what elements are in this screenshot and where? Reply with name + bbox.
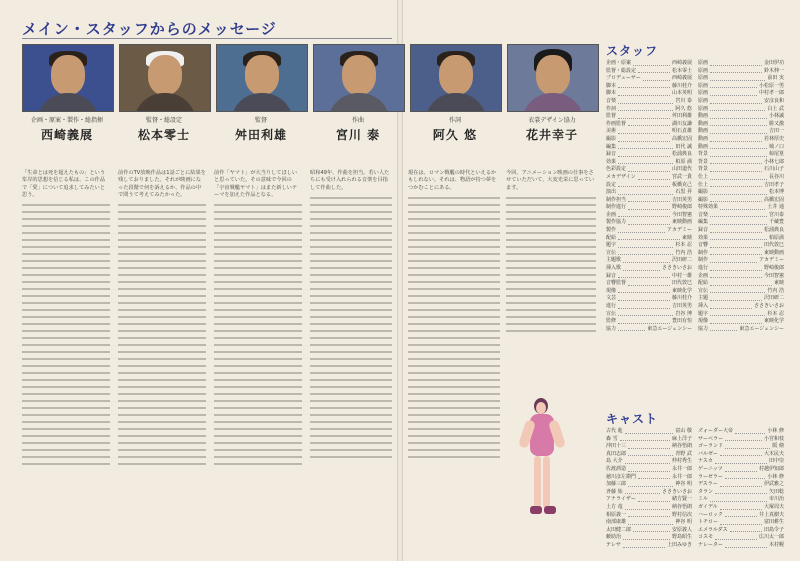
message-column-6	[506, 170, 596, 337]
staff-role: 監督・総設定	[145, 117, 182, 124]
message-text: 「生命とは死を超えたもの」という峯岸的思想を信じる私は、この作品で「愛」について追求してみたいと思う。	[22, 170, 106, 198]
cast-list-left: 古代 進 富山 敬 森 雪 麻上洋子 沖田十三 納谷悟朗 真田志郎 青野 武 島 大介 仲村秀生 佐渡酒造 永井一郎 徳川彦左衛門 永井一郎 加藤三郎 神谷 明 斉藤 始 ささきいさお アナライザー 緒方賢一 土方 竜 納谷悟朗 相原義一 野村信次 南部康雄 神谷 明 太田健二郎 安原義人 藪助治 野島昭生 テレサ 上田みゆき	[606, 428, 692, 548]
message-text: 昭和49年、作曲を担当。若い人たちにも受け入れられる音楽を目指して作曲した。	[310, 170, 390, 191]
message-text: 前作のTV放映作品は1話ごとに結果を残しておりました。それが映画になった段階で何を訴えるか、作品の中で問うて考えてみたかった。	[118, 170, 206, 198]
page-title: メイン・スタッフからのメッセージ	[22, 20, 277, 38]
message-text: 今回、アニメーション映画の仕事をさせていただいて、大変光栄に思っています。	[506, 170, 595, 191]
staff-name: 宮川 泰	[335, 128, 381, 142]
character-illustration	[508, 398, 574, 516]
figure-leg	[543, 456, 550, 508]
message-column-5	[408, 170, 500, 463]
staff-name: 松本零士	[137, 128, 190, 142]
portrait-photo	[507, 44, 599, 112]
portrait-photo	[313, 44, 405, 112]
figure-leg	[534, 456, 541, 508]
message-column-1	[22, 170, 110, 470]
portrait-photo	[410, 44, 502, 112]
staff-list-left: 企画・原案 西崎義展 監督・総設定 松本零士 プロデューサー 西崎義展 脚本 藤川桂介 脚本 山本英明 音楽 宮川 泰 作詞 阿久 悠 監督 舛田利雄 作画監督 湖川友謙 美術 明石貞雄 撮影 高橋宏固 編集 田代 誠 録音 松浦典良 効果 柏原 満 色彩設定 山田道代 メカデザイン 宮武一貴 設定 板橋克己 演出 石黒 昇 制作担当 吉田英男 制作進行 野崎俊郎 企画 今田智憲 製作協力 東映動画 製作 アカデミー 配給 東映 題字 杉本 忍 宣伝 竹内 浩 主題歌 沢田研二 挿入歌 ささきいさお 録音 中村一雄 音響監督 田代敦巳 現像 東映化学 文芸 藤川桂介 進行 吉田英男 宣伝 岩谷 博 監修 豊田有恒 協力 東急エージェンシー	[606, 60, 692, 332]
staff-list-right: 原画 金田伊功 原画 鈴木伸一 原画 前田 実 原画 小松原一男 原画 中村孝一郎 原画 安彦良和 原画 白土 武 動画 小林誠 動画 勝又激 動画 吉田一 動画 若林厚史 動画 城ノ口 背景 椋尾篁 背景 小林七郎 背景 石川山子 仕上 長谷川 仕上 吉田孝子 撮影 松本博 撮影 高橋宏固 特殊効果 土井 通 音楽 宮川泰 編集 千蔵豊 録音 松浦典良 効果 柏原満 音響 田代敦巳 制作 東映動画 制作 アカデミー 進行 野崎俊郎 企画 今田智憲 配給 東映 宣伝 竹内 浩 主題 沢田研二 挿入 ささきいさお 題字 杉本 忍 現像 東映化学 協力 東急エージェンシー	[698, 60, 784, 332]
staff-card-nishizaki	[22, 44, 112, 143]
staff-name: 舛田利雄	[234, 128, 287, 142]
portrait-photo	[22, 44, 114, 112]
staff-card-masuda	[216, 44, 306, 143]
staff-section-title: スタッフ	[606, 44, 659, 58]
cast-section-title: キャスト	[606, 412, 659, 426]
message-column-2	[118, 170, 206, 470]
staff-role: 作詞	[448, 117, 461, 124]
message-text: 前作「ヤマト」が大当りしてほしいと思っていた。その意味で今回の「宇宙戦艦ヤマト」はまた新しいテーマを加えた作品となる。	[214, 170, 298, 198]
figure-face	[536, 402, 546, 414]
staff-name: 花井幸子	[525, 128, 578, 142]
staff-role: 企画・原案・製作・総指揮	[30, 117, 103, 124]
portrait-photo	[216, 44, 308, 112]
staff-card-matsumoto	[119, 44, 209, 143]
staff-card-aku	[410, 44, 500, 143]
staff-card-hanai	[507, 44, 597, 143]
title-rule	[22, 38, 392, 39]
staff-card-miyagawa	[313, 44, 403, 143]
staff-name: 西崎義展	[40, 128, 93, 142]
portrait-photo	[119, 44, 211, 112]
staff-role: 衣裳デザイン協力	[528, 117, 576, 124]
message-column-4	[310, 170, 392, 463]
staff-role: 作曲	[351, 117, 364, 124]
message-text: 現在は、ロマン戦艦の時代といえるかもしれない。それは、物語が持つ夢をつかむことにある。	[408, 170, 497, 191]
cast-list-right: ズォーダー大帝 小林 修 サーベラー 小宮和枝 ゴーランド 阪 脩 バルゼー 大木民夫 ナスカ 田中崇 ゲーニッツ 村越伊知郎 ラーゼラー 小林 修 デスラー 伊武雅之 タラン 矢田稔 ミル 市川治 ガイデル 大塚周夫 ハーロック 井上真樹夫 トチロー 富田耕生 エメラルダス 田島令子 コスモ 広川太一郎 ナレーター 木村幌	[698, 428, 784, 548]
staff-role: 監督	[254, 117, 267, 124]
figure-shoe	[544, 506, 556, 514]
message-column-3	[214, 170, 302, 470]
figure-shoe	[530, 506, 542, 514]
staff-name: 阿久 悠	[432, 128, 478, 142]
